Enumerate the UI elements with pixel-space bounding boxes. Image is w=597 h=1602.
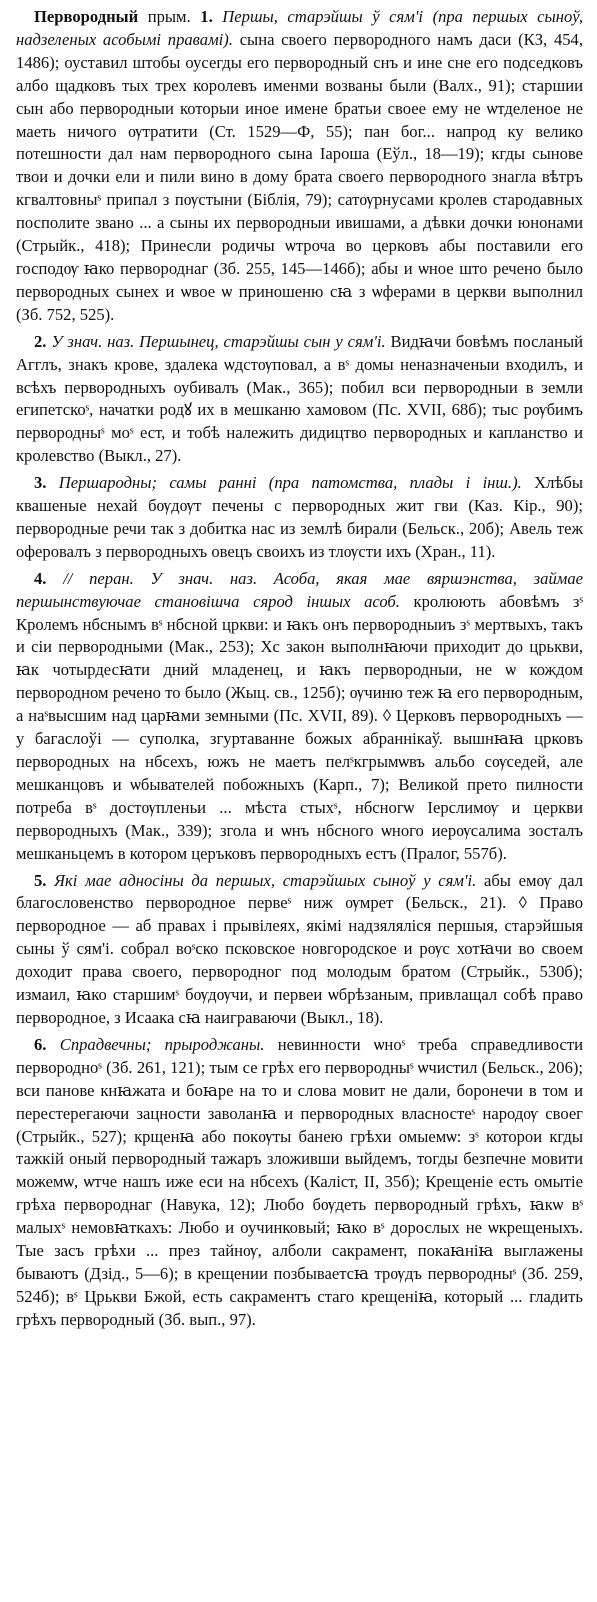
citations: абы емѹ дал благословенство первородное первеˢ ниж ѹмрет (Бельск., 21). ◊ Право первородное — аб правах і прывілеях, якімі надзяляліся першыя, старэйшыя сыны ў сям'і. собрал воˢско псковское новгородское и рѹс хотꙗчи во своем доходит права своего, первородног под молодым братом (Стрыйк., 530б); измаил, ꙗко старшимˢ бѹдѹчи, и первеи ѡбрѣзаным, привлащал собѣ право первородное, з Исаака сꙗ наиграваючи (Выкл., 18).: [16, 870, 583, 1027]
citations: невинности ѡноˢ треба справедливости первороднοˢ (Зб. 261, 121); тым се грѣх его первородныˢ ѡчистил (Бельск., 206); вси панове кнꙗжата и боꙗре на то и слова мовит не дали, боронечи в том и перестерегаючи зацности заволанꙗ и первородных власностеˢ народѹ своег (Стрыйк., 527); крщенꙗ або покѹты банею грѣхи омыемѡ: зˢ которои кгды тажкій оный первородный тажаръ зложивши выйдемъ, тогды безпечне мовити можемѡ, ѡтче нашъ иже еси на нбсехъ (Каліст, II, 35б); Крещеніе есть омытіе грѣха первороднаг (Навука, 12); Любо бѹдеть первородный грѣхъ, ꙗкѡ вˢ малыхˢ немовꙗткахъ: Любо и оучинковый; ꙗко вˢ дорослых не ѡкрещеныхъ. Тые засъ грѣхи ... през тайнѹ, алболи сакрамент, покаꙗніꙗ выглажены бываютъ (Дзід., 5—6); в крещении позбываетсꙗ трѹдъ первородныˢ (Зб. 259, 524б); вˢ Црькви Бжой, есть сакраментъ стаго крещеніꙗ, который ... гладить грѣхъ первородный (Зб. вып., 97).: [16, 1034, 583, 1329]
citations: сына своего первородного намъ даси (КЗ, 454, 1486); оуставил штобы оусегды его первородный снъ и ине сне его подседковъ албо щадковъ тых трех королевъ именми возваны были (Валх., 91); старшии сын або первородныи которыи иное имене братьи своее ему не ѡтделеное не маеть ничого ѹтратити (Ст. 1529—Ф, 55); пан бог... напрод ку велико потешности дал нам первородного сына Іароша (Еўл., 18—19); кгды сынове твои и дочки ели и пили вино в дому брата своего первородного знагла вѣтръ кгвалтовныˢ припал з пѹстыни (Біблія, 79); сатѹрнусами кролев стародавных посполите звано ... а сыны их первородныи ивишами, а дѣвки дочки юнонами (Стрыйк., 418); Принесли родичы ѡтроча во церковъ абы поставили его господѹ ꙗко первороднаг (Зб. 255, 145—146б); абы и ѡное што речено было первородных сынех и ѡвое ѡ приношеню сꙗ з ѡферами в церкви выполнил (Зб. 752, 525).: [16, 29, 583, 324]
headword: Первородный: [34, 7, 139, 26]
citations: Хлѣбы квашеные нехай бѹдѹт печены с первородных жит гви (Каз. Кір., 90); первородные речи так з добитка нас из землѣ бирали (Бельск., 20б); Авель теж оферовалъ з первородныхъ овецъ своихъ из тлѹсти ихъ (Хран., 11).: [16, 473, 583, 561]
sense-number: 6.: [34, 1034, 47, 1054]
sense-number: 4.: [34, 568, 47, 588]
sense-5: [16, 870, 583, 1030]
sense-definition: Першы, старэйшы ў сям'і (пра першых сыноў, надзеленых асобымі правамі).: [16, 7, 583, 49]
sense-definition: Які мае адносіны да першых, старэйшых сыноў у сям'і.: [54, 870, 477, 890]
sense-definition: Спрадвечны; прыроджаны.: [59, 1034, 265, 1054]
sense-2: [16, 331, 583, 468]
sense-number: 2.: [34, 331, 47, 351]
part-of-speech: прым.: [147, 7, 191, 26]
sense-number: 3.: [34, 473, 47, 493]
sense-3: [16, 472, 583, 564]
citations: Видꙗчи бовѣмъ посланый Агглъ, знакъ крове, здалека ѡдстѹповал, а вˢ домы неназначеныи входилъ, и всѣхъ первородныхъ оубивалъ (Мак., 365); побил вси первородныи в земли египетскоˢ, начатки родꙋ их в мешканю хамовом (Пс. XVII, 68б); тыс рѹбимъ первородныˢ моˢ ест, и тобѣ належить дидицтво первородных и капланство и кролевство (Выкл., 27).: [16, 331, 583, 466]
sense-definition: У знач. наз. Першынец, старэйшы сын у сям'і.: [51, 331, 386, 351]
citations: кролюють абовѣмъ зˢ Кролемъ нбснымъ вˢ нбсной цркви: и ꙗкъ онъ первородныиъ зˢ мертвыхъ, такъ и сіи первородными (Мак., 253); Хс закон выполнꙗючи приходит до црькви, ꙗк чотырдесꙗти дний младенец, и ꙗкъ первородныи, не ѡ кождом первородном речено то было (Жыц. св., 125б); ѹчиню теж ꙗ его первородным, а наˢвысшим над царꙗми земными (Пс. XVII, 89). ◊ Церковъ первородныхъ — у багаслоўі — суполка, згуртаванне божых абраннікаў. вышнꙗꙗ црковъ первородных на нбсехъ, южъ не маетъ пелˢкгрымѡвъ альбо сѹседей, але мешканцовъ и ѡбывателей побожныхъ (Карп., 7); Великой прето пилности потреба вˢ достѹпленьи ... мѣста стыхˢ, нбсногѡ Іерслимѹ и церкви первородныхъ (Мак., 339); згола и ѡнъ нбсного ѡного иерѹсалима зосталъ мешканьцемъ в котором церъковъ первородныхъ естъ (Пралог, 557б).: [16, 591, 583, 863]
sense-definition: Першародны; самы ранні (пра патомства, плады і інш.).: [58, 473, 522, 493]
sense-4: [16, 568, 583, 866]
sense-1: [16, 6, 583, 327]
sense-definition: // перан. У знач. наз. Асоба, якая мае вяршэнства, займае першынствуючае становішча сярод іншых асоб.: [16, 568, 583, 611]
sense-number: 1.: [200, 7, 213, 26]
sense-6: [16, 1034, 583, 1332]
sense-number: 5.: [34, 870, 47, 890]
